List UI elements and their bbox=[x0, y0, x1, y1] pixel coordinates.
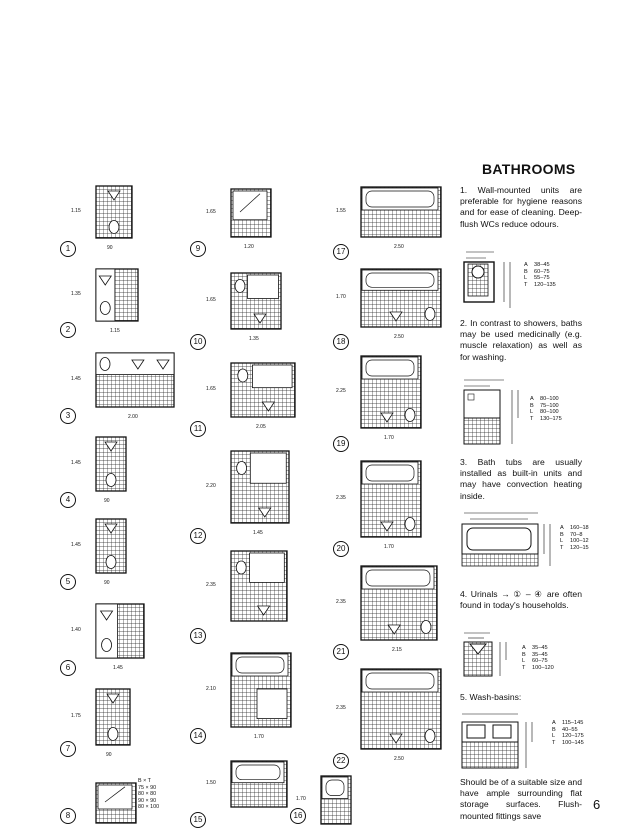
figure-number-2: 2 bbox=[60, 322, 76, 338]
shower-tray bbox=[98, 785, 132, 809]
bathroom-plan-5 bbox=[95, 518, 127, 574]
height-dimension-6: 1.40 bbox=[71, 627, 81, 633]
bathroom-plan-7 bbox=[95, 688, 131, 746]
figure-number-15: 15 bbox=[190, 812, 206, 828]
toilet-icon bbox=[106, 556, 116, 569]
spec-table-4: A 35–45 B 35–45 L 60–75 T 100–120 bbox=[522, 645, 554, 671]
bathroom-plan-15 bbox=[230, 760, 288, 808]
bathroom-plan-14 bbox=[230, 652, 292, 728]
bathtub-basin bbox=[366, 360, 414, 376]
width-dimension-17: 2.50 bbox=[394, 244, 404, 250]
spec-table-5: A 115–145 B 40–55 L 120–175 T 100–145 bbox=[552, 720, 584, 746]
figure-number-7: 7 bbox=[60, 741, 76, 757]
bathroom-plan-16 bbox=[320, 775, 352, 825]
shower-tray bbox=[233, 191, 267, 220]
bathtub-basin bbox=[366, 570, 430, 586]
height-dimension-2: 1.35 bbox=[71, 291, 81, 297]
figure-number-11: 11 bbox=[190, 421, 206, 437]
width-dimension-21: 2.15 bbox=[392, 647, 402, 653]
bathroom-plan-21 bbox=[360, 565, 438, 641]
figure-number-10: 10 bbox=[190, 334, 206, 350]
toilet-icon bbox=[425, 730, 435, 743]
height-dimension-18: 1.70 bbox=[336, 294, 346, 300]
figure-number-13: 13 bbox=[190, 628, 206, 644]
width-dimension-11: 2.05 bbox=[256, 424, 266, 430]
bathroom-plan-13 bbox=[230, 550, 288, 622]
figure-number-21: 21 bbox=[333, 644, 349, 660]
shower-tray bbox=[257, 689, 287, 719]
height-dimension-7: 1.75 bbox=[71, 713, 81, 719]
toilet-icon bbox=[405, 518, 415, 531]
height-dimension-1: 1.15 bbox=[71, 208, 81, 214]
bathroom-plan-8 bbox=[95, 782, 137, 824]
figure-number-22: 22 bbox=[333, 753, 349, 769]
shower-tray bbox=[248, 275, 279, 299]
toilet-icon bbox=[405, 409, 415, 422]
paragraph-3: 3. Bath tubs are usually installed as built-in units and may have convection heating inside. bbox=[460, 457, 582, 501]
toilet-icon bbox=[237, 462, 247, 475]
figure-number-16: 16 bbox=[290, 808, 306, 824]
urinal-spec-diagram bbox=[460, 630, 520, 680]
figure-number-3: 3 bbox=[60, 408, 76, 424]
figure-number-17: 17 bbox=[333, 244, 349, 260]
toilet-icon bbox=[421, 621, 431, 634]
toilet-icon bbox=[109, 221, 119, 234]
bathroom-plan-19 bbox=[360, 355, 422, 429]
width-dimension-9: 1.20 bbox=[244, 244, 254, 250]
width-dimension-5: 90 bbox=[104, 580, 110, 586]
bathtub-basin bbox=[366, 465, 414, 481]
height-dimension-11: 1.65 bbox=[206, 386, 216, 392]
paragraph-5: 5. Wash-basins: bbox=[460, 692, 522, 702]
figure-number-20: 20 bbox=[333, 541, 349, 557]
bathtub-basin bbox=[366, 191, 434, 207]
paragraph-6: Should be of a suitable size and have ample surrounding flat storage surfaces. Flush-mounted fittings save bbox=[460, 777, 582, 821]
bathroom-plan-4 bbox=[95, 436, 127, 492]
bathroom-plan-6 bbox=[95, 603, 145, 659]
bathtub-basin bbox=[236, 765, 280, 780]
bathtub-spec-diagram bbox=[458, 510, 558, 570]
width-dimension-18: 2.50 bbox=[394, 334, 404, 340]
bathroom-plan-2 bbox=[95, 268, 139, 322]
height-dimension-3: 1.45 bbox=[71, 376, 81, 382]
figure-number-6: 6 bbox=[60, 660, 76, 676]
spec-table-2: A 80–100 B 75–100 L 80–100 T 130–175 bbox=[530, 396, 562, 422]
paragraph-4: 4. Urinals → ① – ④ are often found in today's households. bbox=[460, 589, 582, 611]
shower-spec-diagram bbox=[460, 376, 526, 448]
width-dimension-3: 2.00 bbox=[128, 414, 138, 420]
width-dimension-7: 90 bbox=[106, 752, 112, 758]
height-dimension-5: 1.45 bbox=[71, 542, 81, 548]
spec-table-3: A 160–18 B 70–8 L 100–12 T 120–15 bbox=[560, 525, 589, 551]
bathroom-plan-11 bbox=[230, 362, 296, 418]
figure-number-18: 18 bbox=[333, 334, 349, 350]
width-dimension-22: 2.50 bbox=[394, 756, 404, 762]
paragraph-1: 1. Wall-mounted units are preferable for hygiene reasons and for ease of cleaning. Deep-flush WCs reduce odours. bbox=[460, 185, 582, 229]
bathtub-basin bbox=[366, 673, 434, 689]
toilet-icon bbox=[235, 280, 245, 293]
shower-tray bbox=[250, 453, 286, 483]
height-dimension-16: 1.70 bbox=[296, 796, 306, 802]
paragraph-2: 2. In contrast to showers, baths may be used medicinally (e.g. muscle relaxation) as well as for washing. bbox=[460, 318, 582, 362]
height-dimension-10: 1.65 bbox=[206, 297, 216, 303]
height-dimension-19: 2.25 bbox=[336, 388, 346, 394]
toilet-icon bbox=[108, 728, 118, 741]
height-dimension-21: 2.35 bbox=[336, 599, 346, 605]
height-dimension-17: 1.55 bbox=[336, 208, 346, 214]
figure-number-1: 1 bbox=[60, 241, 76, 257]
figure-number-9: 9 bbox=[190, 241, 206, 257]
bathroom-plan-10 bbox=[230, 272, 282, 330]
bathroom-plan-18 bbox=[360, 268, 442, 328]
bathroom-plan-12 bbox=[230, 450, 290, 524]
figure-number-19: 19 bbox=[333, 436, 349, 452]
shower-size-table: B × T 75 × 90 80 × 80 90 × 90 80 × 100 bbox=[138, 778, 160, 811]
toilet-icon bbox=[106, 474, 116, 487]
toilet-icon bbox=[238, 369, 248, 382]
height-dimension-9: 1.65 bbox=[206, 209, 216, 215]
width-dimension-10: 1.35 bbox=[249, 336, 259, 342]
spec-table-1: A 38–45 B 60–75 L 55–75 T 120–135 bbox=[524, 262, 556, 288]
width-dimension-14: 1.70 bbox=[254, 734, 264, 740]
figure-number-8: 8 bbox=[60, 808, 76, 824]
bathtub-basin bbox=[366, 273, 434, 287]
bathtub-basin bbox=[236, 657, 284, 673]
washbasin-spec-diagram bbox=[458, 710, 548, 772]
shower-tray bbox=[250, 553, 285, 582]
height-dimension-15: 1.50 bbox=[206, 780, 216, 786]
bathroom-plan-20 bbox=[360, 460, 422, 538]
height-dimension-13: 2.35 bbox=[206, 582, 216, 588]
bathroom-plan-9 bbox=[230, 188, 272, 238]
figure-number-12: 12 bbox=[190, 528, 206, 544]
height-dimension-12: 2.20 bbox=[206, 483, 216, 489]
bathroom-plan-17 bbox=[360, 186, 442, 238]
width-dimension-1: 90 bbox=[107, 245, 113, 251]
width-dimension-20: 1.70 bbox=[384, 544, 394, 550]
width-dimension-6: 1.45 bbox=[113, 665, 123, 671]
height-dimension-4: 1.45 bbox=[71, 460, 81, 466]
toilet-icon bbox=[100, 358, 110, 371]
wc-spec-diagram bbox=[460, 248, 520, 314]
bathroom-plan-22 bbox=[360, 668, 442, 750]
bathtub-basin bbox=[326, 780, 344, 796]
width-dimension-19: 1.70 bbox=[384, 435, 394, 441]
toilet-icon bbox=[236, 561, 246, 574]
height-dimension-20: 2.35 bbox=[336, 495, 346, 501]
section-heading: BATHROOMS bbox=[482, 161, 576, 177]
bathroom-plan-3 bbox=[95, 352, 175, 408]
figure-number-5: 5 bbox=[60, 574, 76, 590]
page-number: 6 bbox=[593, 797, 601, 812]
height-dimension-14: 2.10 bbox=[206, 686, 216, 692]
bathroom-plan-1 bbox=[95, 185, 133, 239]
figure-number-14: 14 bbox=[190, 728, 206, 744]
width-dimension-12: 1.45 bbox=[253, 530, 263, 536]
toilet-icon bbox=[425, 308, 435, 321]
width-dimension-4: 90 bbox=[104, 498, 110, 504]
figure-number-4: 4 bbox=[60, 492, 76, 508]
toilet-icon bbox=[102, 639, 112, 652]
height-dimension-22: 2.35 bbox=[336, 705, 346, 711]
width-dimension-2: 1.15 bbox=[110, 328, 120, 334]
toilet-icon bbox=[100, 302, 110, 315]
shower-tray bbox=[252, 365, 292, 388]
